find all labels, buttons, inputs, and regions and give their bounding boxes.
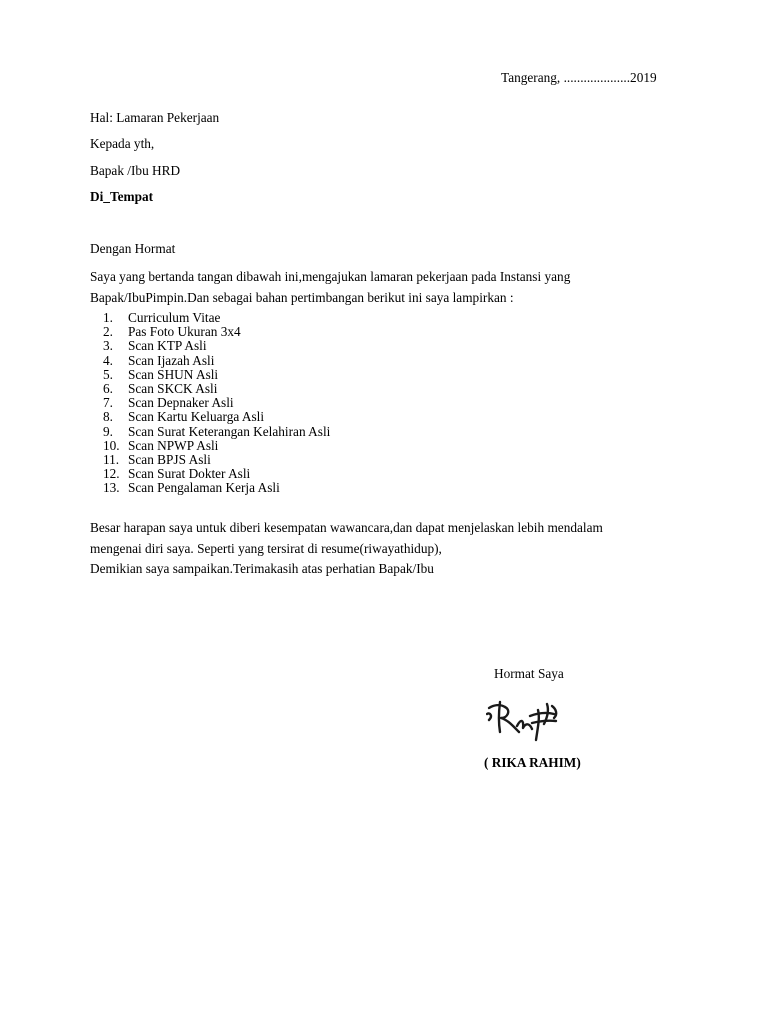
attachment-number: 1. [103,310,113,325]
attachment-list [90,311,330,495]
to-line: Kepada yth, [90,136,155,151]
attachment-number: 6. [103,380,113,396]
attachment-item [90,339,330,353]
attachment-text: Pas Foto Ukuran 3x4 [128,324,241,340]
intro-line-1: Saya yang bertanda tangan dibawah ini,mengajukan lamaran pekerjaan pada Instansi yang [90,269,571,284]
attachment-number: 13. [103,480,120,496]
intro-line-2: Bapak/IbuPimpin.Dan sebagai bahan pertimbangan berikut ini saya lampirkan : [90,289,514,305]
attachment-item [90,439,330,453]
date-line: Tangerang, ....................2019 [501,70,657,85]
attachment-item [90,396,330,410]
attachment-item [90,354,330,368]
location-line: Di_Tempat [90,189,154,204]
attachment-number: 12. [103,466,120,482]
attachment-item [90,311,330,325]
attachment-text: Scan NPWP Asli [128,437,219,453]
attachment-number: 11. [103,451,120,467]
closing-line-2: mengenai diri saya. Seperti yang tersirat di resume(riwayathidup), [90,540,442,556]
attachment-item [90,467,330,481]
attachment-text: Curriculum Vitae [128,310,221,325]
attachment-item [90,453,330,467]
recipient-line: Bapak /Ibu HRD [90,163,181,178]
attachment-item [90,410,330,424]
attachment-number: 2. [103,324,113,340]
attachment-text: Scan KTP Asli [128,338,207,354]
attachment-item [90,368,330,382]
attachment-item [90,382,330,396]
attachment-text: Scan Pengalaman Kerja Asli [128,480,280,496]
attachment-item [90,425,330,439]
signer-name: ( RIKA RAHIM) [484,755,581,770]
attachment-text: Scan Surat Keterangan Kelahiran Asli [128,423,331,439]
attachment-number: 7. [103,395,113,411]
intro-paragraph [90,267,690,308]
attachment-number: 3. [103,338,113,354]
attachment-text: Scan BPJS Asli [128,451,211,467]
attachment-text: Scan Ijazah Asli [128,352,215,368]
attachment-number: 5. [103,366,113,382]
subject-line: Hal: Lamaran Pekerjaan [90,110,220,125]
closing-paragraph [90,518,690,559]
attachment-number: 4. [103,352,113,368]
attachment-number: 9. [103,423,113,439]
handwritten-signature-icon [486,696,571,744]
thanks-line: Demikian saya sampaikan.Terimakasih atas perhatian Bapak/Ibu [90,561,434,576]
attachment-text: Scan Depnaker Asli [128,395,234,411]
attachment-number: 8. [103,409,113,425]
attachment-text: Scan SHUN Asli [128,366,219,382]
regards-line: Hormat Saya [494,666,564,681]
closing-line-1: Besar harapan saya untuk diberi kesempatan wawancara,dan dapat menjelaskan lebih mendalam [90,520,603,535]
attachment-text: Scan SKCK Asli [128,380,218,396]
attachment-item [90,481,330,495]
attachment-item [90,325,330,339]
greeting: Dengan Hormat [90,241,176,256]
attachment-number: 10. [103,437,120,453]
attachment-text: Scan Surat Dokter Asli [128,466,251,482]
attachment-text: Scan Kartu Keluarga Asli [128,409,265,425]
